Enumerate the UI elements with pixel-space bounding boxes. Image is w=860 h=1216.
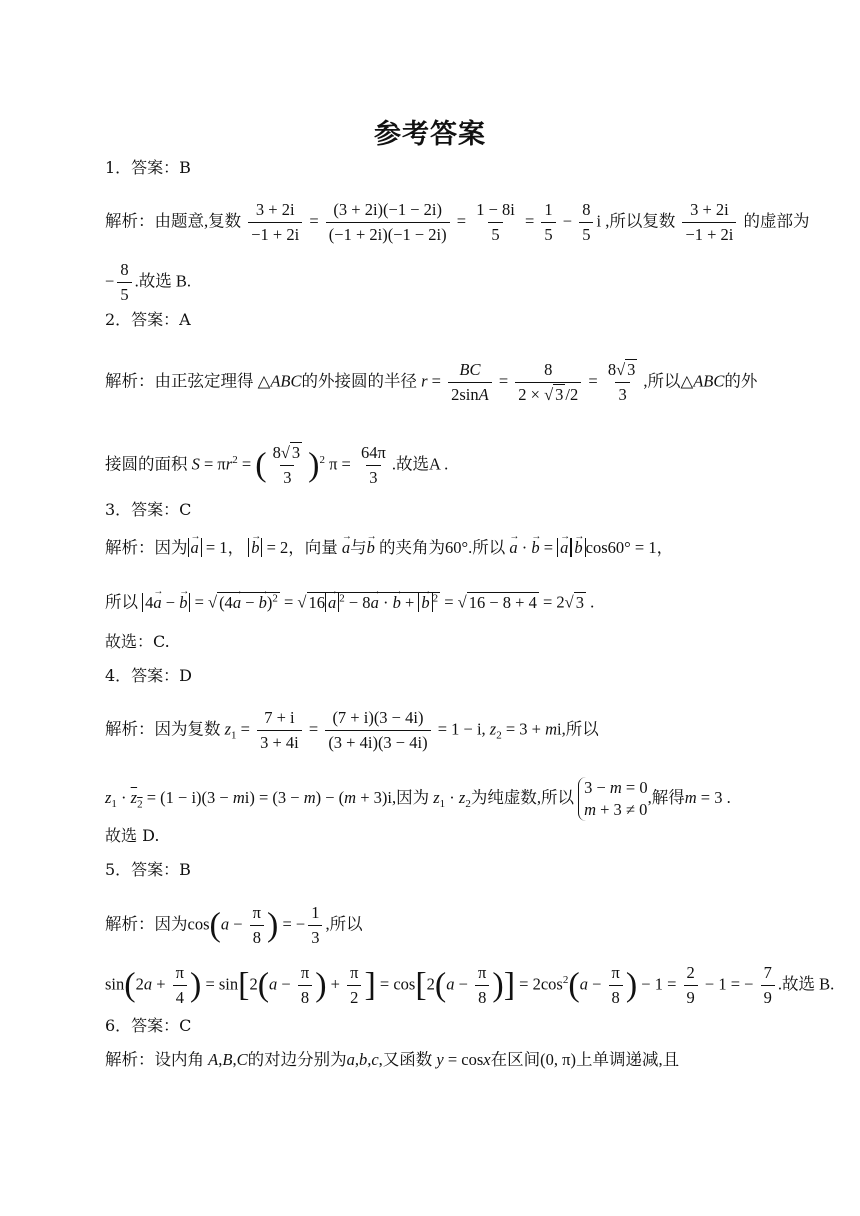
- solution-1-line-1: 解析：由题意,复数 $\frac{3 + 2i}{-1 + 2i}$ = $\frac{(3 + 2i)(-1 - 2i)}{(-1 + 2i)(-1 - 2i)}$ = $\frac{1 - 8i}{5}$ = $\frac{1}{5}$ − $\frac{8}{5}$ i ,所以复数 $\frac{3 + 2i}{-1 + 2i}$ 的虚部为: [105, 200, 810, 244]
- answer-2-header: 2．答案：A: [105, 310, 191, 329]
- answer-6-header: 6．答案：C: [105, 1016, 192, 1035]
- answer-5-header: 5．答案：B: [105, 860, 191, 879]
- solution-4-line-2: $z_1 \cdot z_2 = (1 - i)(3 - mi) = (3 - m) - (m + 3)i$,因为 $z_1 \cdot z_2$为纯虚数,所以 3 − m = 0 m + 3 ≠ 0 ,解得m = 3 .: [105, 778, 731, 819]
- answer-4-header: 4．答案：D: [105, 666, 193, 685]
- page-title: 参考答案: [374, 119, 486, 150]
- solution-4-conclusion: 故选 D.: [105, 826, 160, 845]
- answer-1-header: 1．答案：B: [105, 158, 191, 177]
- answer-3-header: 3．答案：C: [105, 500, 192, 519]
- solution-4-line-1: 解析：因为复数 $z_1$ = $\frac{7 + i}{3 + 4i}$ = $\frac{(7 + i)(3 - 4i)}{(3 + 4i)(3 - 4i)}$ = 1 − i, $z_2 = 3$ + mi,所以: [105, 708, 599, 752]
- solution-2-line-2: 接圆的面积 $S = \pi r^2$ = ( $\frac{8√ 3}{3}$ )$^2$ π = $\frac{64\pi}{3}$ .故选A .: [105, 443, 449, 487]
- solution-6-line-1: 解析：设内角 A,B,C的对边分别为a,b,c,又函数 y = cosx在区间(0, π)上单调递减,且: [105, 1050, 680, 1069]
- solution-3-line-2: 所以 4→ a − → b = √ (4→ a − → b)$^2$ = √ 16→ a $^2$ − 8→ a · → b + → b $^2$ = √ 16 − 8 + 4 = 2√ 3 .: [105, 588, 594, 613]
- solution-3-conclusion: 故选：C.: [105, 632, 170, 651]
- solution-1-line-2: − $\frac{8}{5}$ .故选 B.: [105, 260, 191, 304]
- solution-5-line-2: sin(2a + $\frac{\pi}{4}$ ) = sin[2(a − $\frac{\pi}{8}$ ) + $\frac{\pi}{2}$ ] = cos[2(a − $\frac{\pi}{8}$ )] = $2\cos^2(a$ − $\frac{\pi}{8}$ ) − 1 = $\frac{2}{9}$ − 1 = − $\frac{7}{9}$ .故选 B.: [105, 963, 835, 1007]
- solution-2-line-1: 解析：由正弦定理得 △ABC的外接圆的半径 r = $\frac{BC}{2\sin A}$ = $\frac{8}{2 \times √ 3 /2}$ = $\frac{8√ 3}{3}$ ,所以△ABC的外: [105, 360, 758, 404]
- solution-5-line-1: 解析：因为cos(a − $\frac{\pi}{8}$ ) = − $\frac{1}{3}$ ,所以: [105, 903, 363, 947]
- solution-3-line-1: 解析：因为→ a = 1， → b = 2，向量 → a与→ b 的夹角为60°.所以 → a · → b = → a→ b cos60° = 1，: [105, 538, 673, 558]
